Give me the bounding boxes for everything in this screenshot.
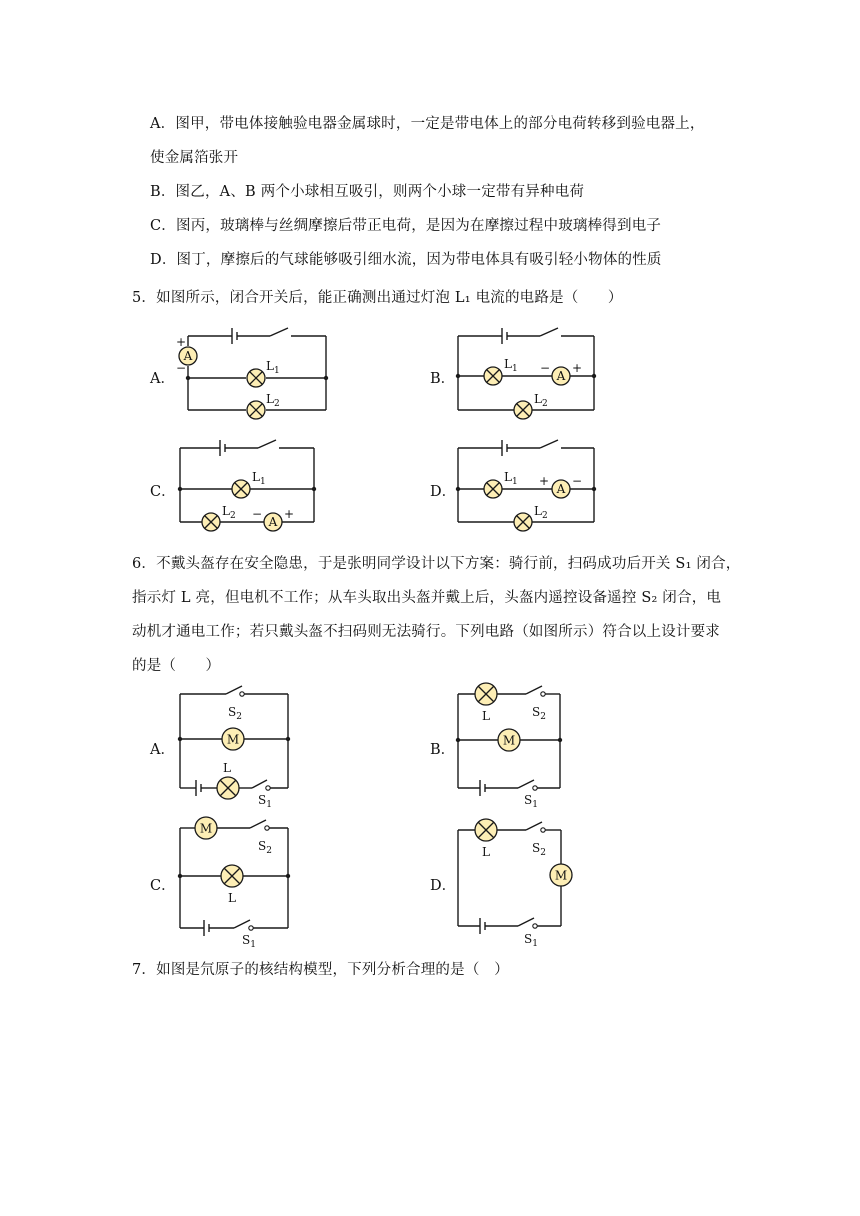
svg-text:+: +	[176, 335, 187, 349]
q5-stem: 5．如图所示，闭合开关后，能正确测出通过灯泡 L₁ 电流的电路是（ ）	[132, 290, 623, 306]
svg-text:M: M	[199, 821, 213, 836]
q6-circuit-b	[448, 680, 578, 808]
svg-text:A: A	[556, 369, 566, 383]
lamp-icon	[475, 683, 497, 705]
svg-text:M: M	[502, 733, 516, 748]
q6-label-b: B．	[430, 742, 456, 758]
svg-text:−: −	[572, 474, 583, 488]
svg-text:A: A	[556, 482, 566, 496]
q6-stem-line4: 的是（ ）	[132, 658, 221, 674]
svg-text:L: L	[482, 845, 490, 859]
svg-text:−: −	[176, 361, 187, 375]
lamp-icon	[217, 777, 239, 799]
svg-text:L: L	[223, 761, 231, 775]
svg-text:S2: $S_2$	[228, 705, 242, 722]
bulb-l1-icon	[484, 367, 502, 385]
q4-option-b: B．图乙，A、B 两个小球相互吸引，则两个小球一定带有异种电荷	[150, 184, 585, 200]
q4-option-a-line1: A．图甲，带电体接触验电器金属球时，一定是带电体上的部分电荷转移到验电器上，	[150, 116, 705, 132]
svg-text:S1: $S_1$	[524, 932, 538, 949]
q4-option-d: D．图丁，摩擦后的气球能够吸引细水流，因为带电体具有吸引轻小物体的性质	[150, 252, 662, 268]
q6-stem-line2: 指示灯 L 亮，但电机不工作；从车头取出头盔并戴上后，头盔内遥控设备遥控 S₂ 闭合，电	[132, 590, 722, 606]
motor-icon	[550, 864, 572, 886]
svg-text:M: M	[226, 732, 240, 747]
motor-icon	[498, 729, 520, 751]
q5-circuit-b	[448, 324, 608, 420]
ammeter-icon	[552, 480, 570, 498]
svg-text:S1: $S_1$	[258, 793, 272, 810]
bulb-l2-icon	[202, 513, 220, 531]
svg-text:−: −	[540, 361, 551, 375]
svg-text:L1: $L_1$	[504, 357, 518, 374]
q5-label-d: D．	[430, 484, 457, 500]
q7-stem: 7．如图是氘原子的核结构模型，下列分析合理的是（ ）	[132, 962, 509, 978]
q6-stem-line3: 动机才通电工作；若只戴头盔不扫码则无法骑行。下列电路（如图所示）符合以上设计要求	[132, 624, 720, 640]
svg-text:L1: $L_1$	[266, 359, 280, 376]
svg-text:L2: $L_2$	[266, 392, 280, 409]
svg-text:A: A	[268, 515, 278, 529]
q6-label-c: C．	[150, 878, 176, 894]
q6-circuit-c	[170, 816, 300, 948]
q5-circuit-a	[170, 324, 340, 420]
svg-text:L1: $L_1$	[252, 470, 266, 487]
q5-label-a: A．	[150, 371, 175, 387]
lamp-icon	[475, 819, 497, 841]
bulb-l2-icon	[514, 401, 532, 419]
bulb-l2-icon	[247, 401, 265, 419]
q4-option-a-line2: 使金属箔张开	[150, 150, 239, 166]
lamp-icon	[221, 865, 243, 887]
svg-text:L2: $L_2$	[534, 504, 548, 521]
svg-text:+: +	[539, 474, 550, 488]
svg-text:L2: $L_2$	[222, 504, 236, 521]
bulb-l1-icon	[484, 480, 502, 498]
q6-stem-line1: 6．不戴头盔存在安全隐患，于是张明同学设计以下方案：骑行前，扫码成功后开关 S₁ 闭合，	[132, 556, 741, 572]
svg-text:S1: $S_1$	[524, 793, 538, 810]
bulb-l2-icon	[514, 513, 532, 531]
q6-circuit-d	[448, 816, 588, 948]
q4-option-c: C．图丙，玻璃棒与丝绸摩擦后带正电荷，是因为在摩擦过程中玻璃棒得到电子	[150, 218, 662, 234]
svg-text:L1: $L_1$	[504, 470, 518, 487]
switch-blade	[270, 328, 288, 336]
q5-circuit-c	[170, 436, 330, 532]
svg-text:+: +	[284, 507, 295, 521]
q6-label-a: A．	[150, 742, 175, 758]
q5-label-c: C．	[150, 484, 176, 500]
svg-text:L: L	[482, 709, 490, 723]
q5-circuit-d	[448, 436, 608, 532]
svg-text:S1: $S_1$	[242, 933, 256, 950]
svg-text:S2: $S_2$	[258, 839, 272, 856]
svg-text:M: M	[554, 868, 568, 883]
svg-text:S2: $S_2$	[532, 841, 546, 858]
q6-circuit-a	[170, 682, 300, 808]
svg-text:−: −	[252, 507, 263, 521]
q6-label-d: D．	[430, 878, 457, 894]
svg-text:L2: $L_2$	[534, 392, 548, 409]
ammeter-icon	[552, 367, 570, 385]
svg-text:S2: $S_2$	[532, 705, 546, 722]
motor-icon	[195, 817, 217, 839]
svg-text:A: A	[183, 349, 193, 363]
bulb-l1-icon	[247, 369, 265, 387]
motor-icon	[222, 728, 244, 750]
svg-text:+: +	[572, 361, 583, 375]
q5-label-b: B．	[430, 371, 456, 387]
bulb-l1-icon	[232, 480, 250, 498]
svg-text:L: L	[228, 891, 236, 905]
ammeter-icon	[264, 513, 282, 531]
